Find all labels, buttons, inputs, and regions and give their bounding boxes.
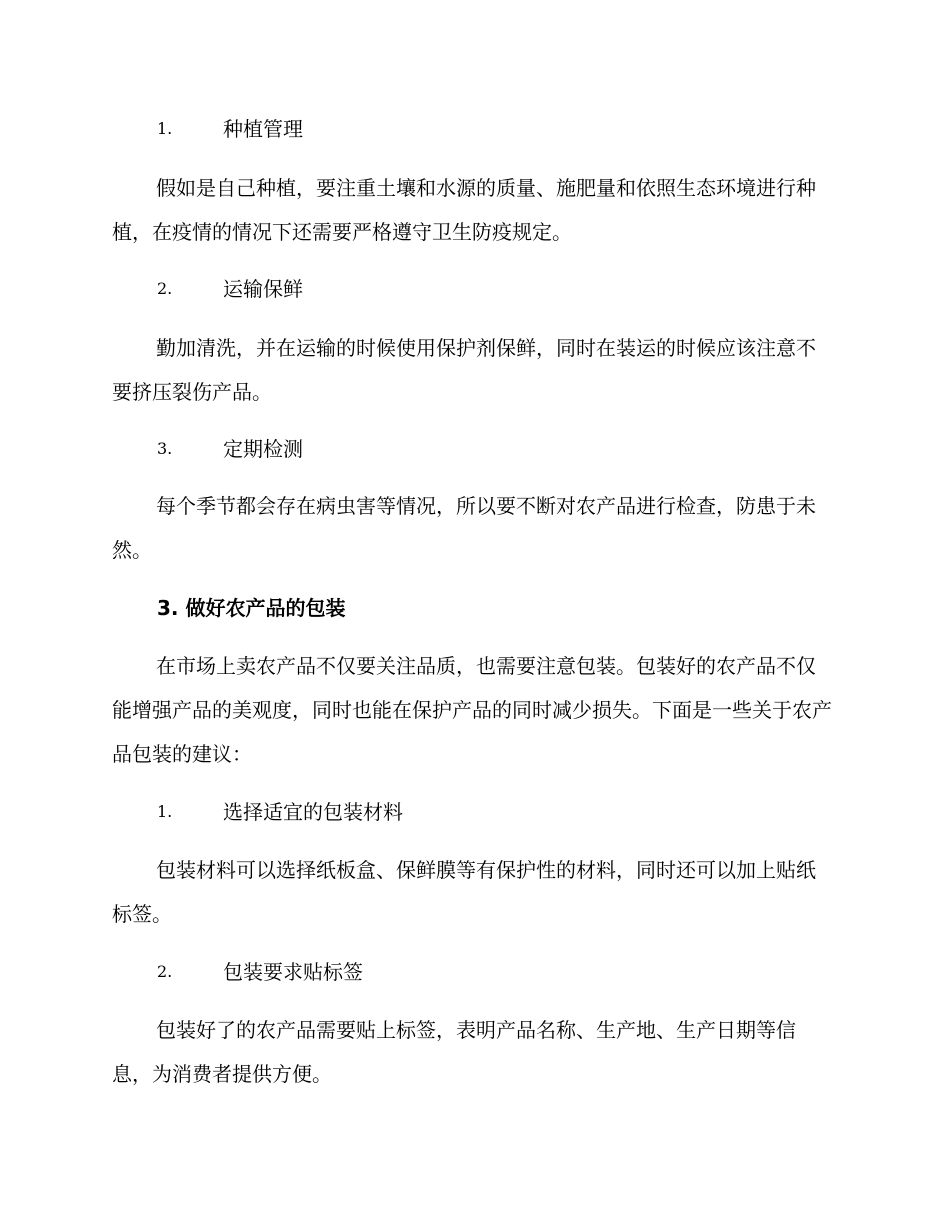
item-title: 种植管理 <box>223 117 303 141</box>
paragraph: 包装材料可以选择纸板盒、保鲜膜等有保护性的材料，同时还可以加上贴纸标签。 <box>112 858 816 926</box>
item-number: 2. <box>157 962 173 981</box>
paragraph: 假如是自己种植，要注重土壤和水源的质量、施肥量和依照生态环境进行种植，在疫情的情况下还需要严格遵守卫生防疫规定。 <box>112 176 816 244</box>
paragraph: 每个季节都会存在病虫害等情况，所以要不断对农产品进行检查，防患于未然。 <box>112 494 816 562</box>
item-title: 定期检测 <box>223 437 303 461</box>
item-title: 包装要求贴标签 <box>223 960 363 984</box>
section-heading: 3. 做好农产品的包装 <box>157 596 346 620</box>
item-number: 1. <box>157 802 173 821</box>
item-title: 选择适宜的包装材料 <box>223 800 403 824</box>
item-number: 3. <box>157 439 173 458</box>
paragraph: 在市场上卖农产品不仅要关注品质，也需要注意包装。包装好的农产品不仅能增强产品的美观度，同时也能在保护产品的同时减少损失。下面是一些关于农产品包装的建议： <box>112 654 832 766</box>
item-title: 运输保鲜 <box>223 277 303 301</box>
paragraph: 勤加清洗，并在运输的时候使用保护剂保鲜，同时在装运的时候应该注意不要挤压裂伤产品。 <box>112 336 816 404</box>
item-number: 1. <box>157 119 173 138</box>
item-number: 2. <box>157 279 173 298</box>
paragraph: 包装好了的农产品需要贴上标签，表明产品名称、生产地、生产日期等信息，为消费者提供方便。 <box>112 1018 796 1086</box>
